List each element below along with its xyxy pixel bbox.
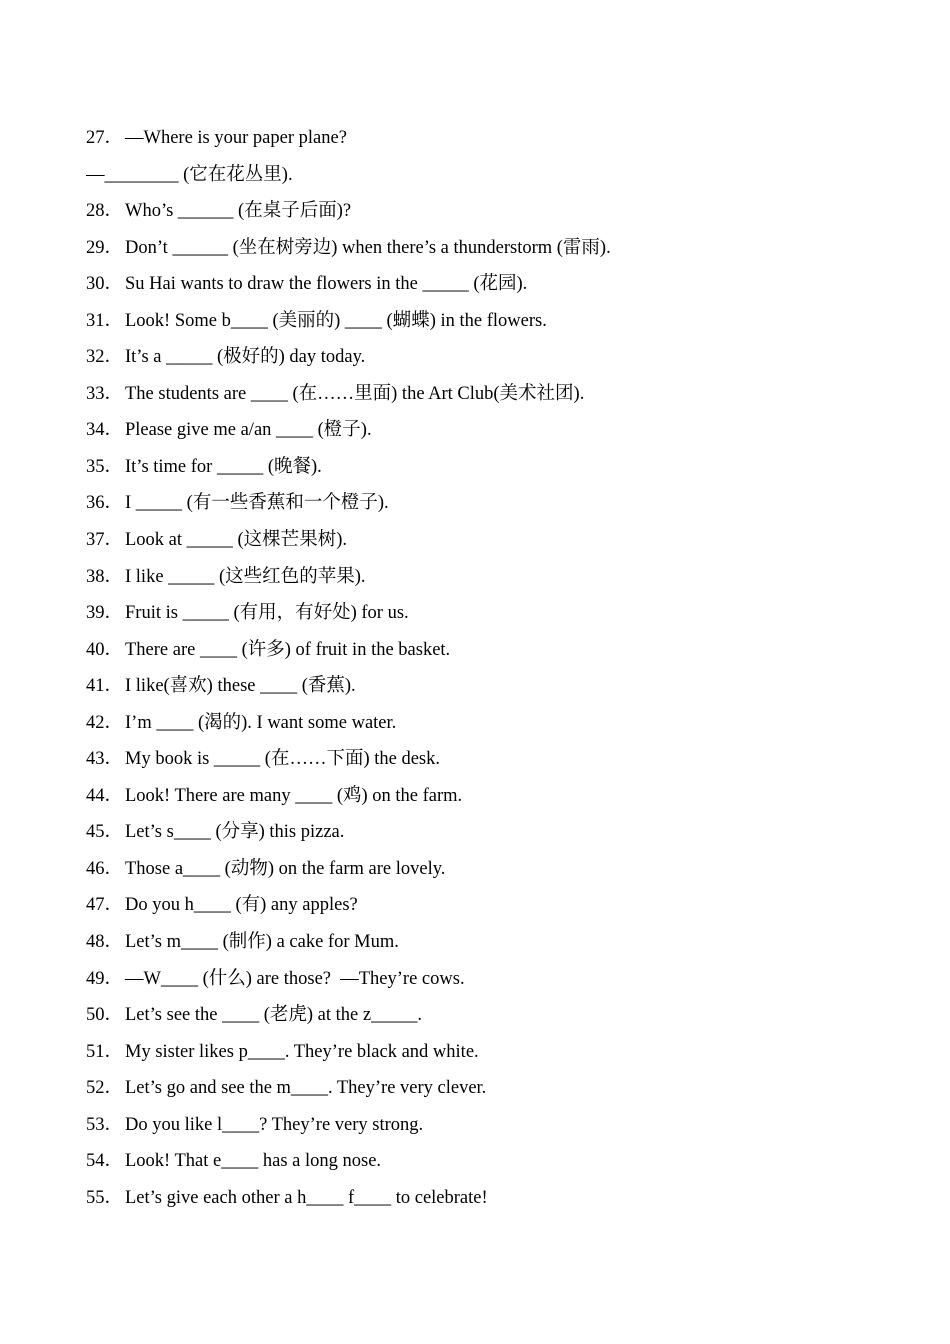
exercise-text: It’s time for _____ (晚餐). xyxy=(125,456,322,477)
exercise-number: 31． xyxy=(86,310,124,331)
exercise-number: 27． xyxy=(86,128,124,148)
exercise-number: 55． xyxy=(86,1187,124,1208)
exercise-text: I’m ____ (渴的). I want some water. xyxy=(125,712,397,733)
exercise-number: 35． xyxy=(86,456,124,477)
exercise-44 xyxy=(86,778,906,815)
exercise-47 xyxy=(86,887,906,924)
exercise-text: Fruit is _____ (有用，有好处) for us. xyxy=(125,603,409,624)
exercise-46 xyxy=(86,851,906,888)
exercise-43 xyxy=(86,741,906,778)
exercise-number: 34． xyxy=(86,420,124,441)
exercise-number: 54． xyxy=(86,1151,124,1172)
exercise-text: I _____ (有一些香蕉和一个橙子). xyxy=(125,493,389,514)
exercise-number: 45． xyxy=(86,822,124,843)
exercise-35 xyxy=(86,449,906,486)
exercise-text: —Where is your paper plane? xyxy=(125,128,347,148)
exercise-number: 46． xyxy=(86,858,124,879)
exercise-48 xyxy=(86,924,906,961)
exercise-text: Who’s ______ (在桌子后面)? xyxy=(125,201,352,222)
exercise-number: 33． xyxy=(86,383,124,404)
exercise-34 xyxy=(86,412,906,449)
exercise-text: I like _____ (这些红色的苹果). xyxy=(125,566,366,587)
exercise-39 xyxy=(86,595,906,632)
exercise-53 xyxy=(86,1107,906,1144)
exercise-text: Don’t ______ (坐在树旁边) when there’s a thunderstorm (雷雨). xyxy=(125,237,611,258)
exercise-33 xyxy=(86,376,906,413)
exercise-text: Do you like l____? They’re very strong. xyxy=(125,1114,424,1135)
exercise-text: Let’s see the ____ (老虎) at the z_____. xyxy=(125,1005,422,1026)
exercise-number: 50． xyxy=(86,1005,124,1026)
exercise-28 xyxy=(86,193,906,230)
exercise-text: Look! Some b____ (美丽的) ____ (蝴蝶) in the flowers. xyxy=(125,310,547,331)
exercise-41 xyxy=(86,668,906,705)
exercise-text: It’s a _____ (极好的) day today. xyxy=(125,347,366,368)
exercise-text: Do you h____ (有) any apples? xyxy=(125,895,358,916)
exercise-number: 30． xyxy=(86,274,124,295)
exercise-text: Look at _____ (这棵芒果树). xyxy=(125,530,347,551)
exercise-number: 44． xyxy=(86,785,124,806)
exercise-text: Let’s m____ (制作) a cake for Mum. xyxy=(125,932,399,953)
exercise-number: 38． xyxy=(86,566,124,587)
exercise-50 xyxy=(86,997,906,1034)
exercise-text: Su Hai wants to draw the flowers in the _____ (花园). xyxy=(125,274,528,295)
exercise-text: Please give me a/an ____ (橙子). xyxy=(125,420,372,441)
exercise-55 xyxy=(86,1180,906,1217)
exercise-number: 36． xyxy=(86,493,124,514)
exercise-38 xyxy=(86,559,906,596)
exercise-number: 42． xyxy=(86,712,124,733)
exercise-number: 53． xyxy=(86,1114,124,1135)
exercise-text: Look! There are many ____ (鸡) on the farm. xyxy=(125,785,463,806)
exercise-number: 40． xyxy=(86,639,124,660)
exercise-27-answer xyxy=(86,157,906,194)
exercise-40 xyxy=(86,632,906,669)
exercise-52 xyxy=(86,1070,906,1107)
exercise-36 xyxy=(86,485,906,522)
exercise-text: —W____ (什么) are those? —They’re cows. xyxy=(125,968,465,989)
exercise-32 xyxy=(86,339,906,376)
exercise-31 xyxy=(86,303,906,340)
exercise-text: Let’s s____ (分享) this pizza. xyxy=(125,822,345,843)
exercise-text: Those a____ (动物) on the farm are lovely. xyxy=(125,858,446,879)
exercise-number: 39． xyxy=(86,603,124,624)
exercise-text: The students are ____ (在……里面) the Art Club(美术社团). xyxy=(125,383,585,404)
exercise-49 xyxy=(86,961,906,998)
exercise-number: 37． xyxy=(86,530,124,551)
exercise-text: My book is _____ (在……下面) the desk. xyxy=(125,749,440,770)
exercise-number: 48． xyxy=(86,932,124,953)
exercise-42 xyxy=(86,705,906,742)
exercise-text: I like(喜欢) these ____ (香蕉). xyxy=(125,676,356,697)
exercise-text: My sister likes p____. They’re black and white. xyxy=(125,1041,479,1062)
exercise-number: 51． xyxy=(86,1041,124,1062)
exercise-27 xyxy=(86,120,906,157)
exercise-29 xyxy=(86,230,906,267)
exercise-51 xyxy=(86,1034,906,1071)
exercise-number: 49． xyxy=(86,968,124,989)
exercise-text: Look! That e____ has a long nose. xyxy=(125,1151,382,1172)
exercise-45 xyxy=(86,814,906,851)
exercise-37 xyxy=(86,522,906,559)
exercise-text: —________ (它在花丛里). xyxy=(86,164,293,185)
exercise-number: 52． xyxy=(86,1078,124,1099)
exercise-number: 29． xyxy=(86,237,124,258)
exercise-number: 43． xyxy=(86,749,124,770)
exercise-text: Let’s go and see the m____. They’re very clever. xyxy=(125,1078,487,1099)
exercise-number: 41． xyxy=(86,676,124,697)
exercise-30 xyxy=(86,266,906,303)
exercise-number: 28． xyxy=(86,201,124,222)
exercise-list xyxy=(86,120,906,1216)
exercise-54 xyxy=(86,1143,906,1180)
exercise-text: Let’s give each other a h____ f____ to celebrate! xyxy=(125,1187,488,1208)
exercise-number: 47． xyxy=(86,895,124,916)
exercise-text: There are ____ (许多) of fruit in the basket. xyxy=(125,639,451,660)
exercise-number: 32． xyxy=(86,347,124,368)
